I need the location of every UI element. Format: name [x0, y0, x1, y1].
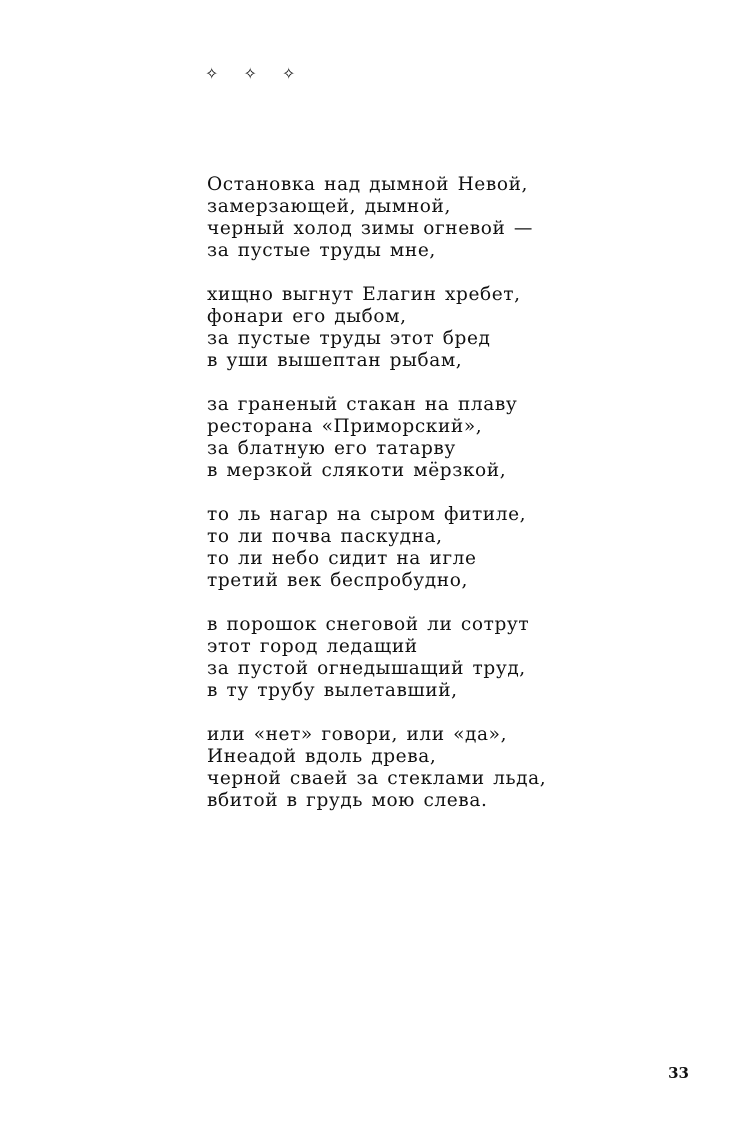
ornament-stars: ✧ ✧ ✧: [205, 64, 306, 83]
poem-line: или «нет» говори, или «да»,: [207, 724, 508, 745]
poem-line: Инеадой вдоль древа,: [207, 746, 437, 767]
stanza: [207, 394, 687, 482]
stanza: [207, 284, 687, 372]
stanza: [207, 724, 687, 812]
poem-line: за блатную его татарву: [207, 438, 456, 459]
poem-line: в мерзкой слякоти мёрзкой,: [207, 460, 507, 481]
poem-line: черной сваей за стеклами льда,: [207, 768, 547, 789]
poem-line: за пустой огнедышащий труд,: [207, 658, 526, 679]
poem-line: Остановка над дымной Невой,: [207, 174, 529, 195]
poem-line: за пустые труды этот бред: [207, 328, 491, 349]
poem-line: этот город ледащий: [207, 636, 418, 657]
poem-line: ресторана «Приморский»,: [207, 416, 483, 437]
poem-line: за граненый стакан на плаву: [207, 394, 518, 415]
poem-line: замерзающей, дымной,: [207, 196, 451, 217]
poem-line: за пустые труды мне,: [207, 240, 436, 261]
stanza: [207, 504, 687, 592]
poem-line: в порошок снеговой ли сотрут: [207, 614, 530, 635]
page-number: 33: [668, 1064, 689, 1082]
poem-line: черный холод зимы огневой —: [207, 218, 534, 239]
poem-line: то ли почва паскудна,: [207, 526, 443, 547]
poem-line: в ту трубу вылетавший,: [207, 680, 458, 701]
poem-line: третий век беспробудно,: [207, 570, 468, 591]
stanza: [207, 174, 687, 262]
stanza: [207, 614, 687, 702]
poem-line: вбитой в грудь мою слева.: [207, 790, 488, 811]
poem-line: то ли небо сидит на игле: [207, 548, 477, 569]
poem: [207, 174, 687, 834]
poem-line: в уши вышептан рыбам,: [207, 350, 463, 371]
poem-line: хищно выгнут Елагин хребет,: [207, 284, 521, 305]
poem-line: то ль нагар на сыром фитиле,: [207, 504, 527, 525]
poem-line: фонари его дыбом,: [207, 306, 407, 327]
